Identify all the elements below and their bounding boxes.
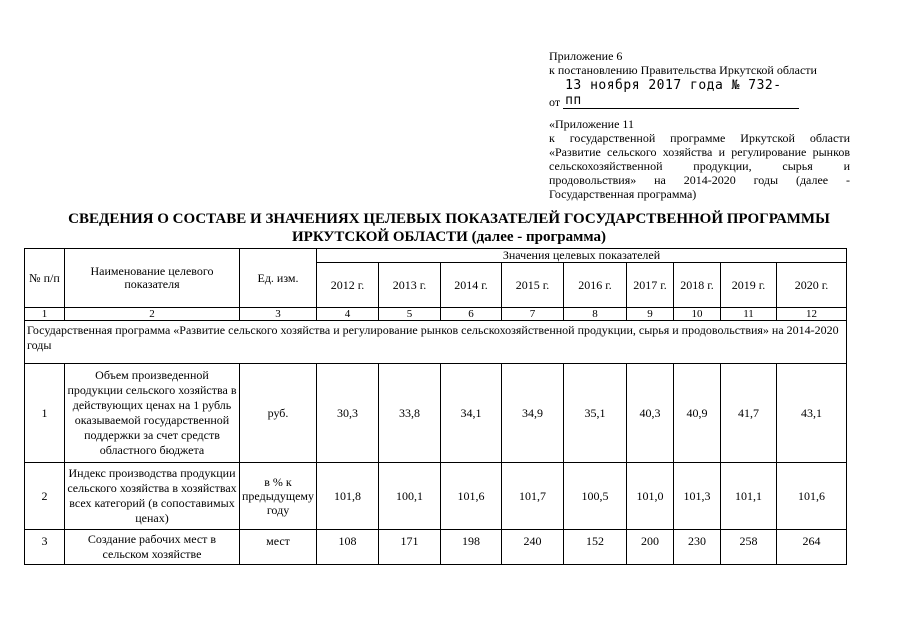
indicator-value: 264 [777,530,847,565]
column-number: 3 [240,308,317,321]
indicator-value: 33,8 [379,364,441,463]
column-number: 6 [441,308,502,321]
indicator-value: 200 [627,530,674,565]
column-number: 8 [564,308,627,321]
column-number: 5 [379,308,441,321]
header-year: 2016 г. [564,263,627,308]
table-row [25,530,847,565]
header-year: 2017 г. [627,263,674,308]
table-row [25,463,847,530]
header-year: 2013 г. [379,263,441,308]
header-year: 2014 г. [441,263,502,308]
indicator-value: 101,0 [627,463,674,530]
indicators-table [24,248,847,565]
appendix-6-title: Приложение 6 [549,49,623,63]
indicator-value: 40,9 [674,364,721,463]
column-number: 7 [502,308,564,321]
column-number: 4 [317,308,379,321]
indicator-value: 108 [317,530,379,565]
appendix-11-line: продовольствия» на 2014-2020 годы (далее - [549,173,850,187]
appendix-6-decree: к постановлению Правительства Иркутской области [549,63,817,77]
indicator-unit: в % к предыдущему году [240,463,317,530]
indicator-name: Индекс производства продукции сельского хозяйства в хозяйствах всех категорий (в сопоставимых ценах) [65,463,240,530]
indicator-value: 101,1 [721,463,777,530]
appendix-11-line: к государственной программе Иркутской области [549,131,850,145]
header-name: Наименование целевого показателя [65,249,240,308]
indicator-value: 30,3 [317,364,379,463]
appendix-11-line: сельскохозяйственной продукции, сырья и [549,159,850,173]
indicator-value: 152 [564,530,627,565]
header-year: 2015 г. [502,263,564,308]
indicator-value: 171 [379,530,441,565]
indicator-value: 101,6 [441,463,502,530]
column-number: 2 [65,308,240,321]
appendix-6-date-prefix: от [549,95,561,109]
column-number: 9 [627,308,674,321]
row-number: 2 [25,463,65,530]
indicator-unit: руб. [240,364,317,463]
header-year: 2019 г. [721,263,777,308]
indicator-value: 230 [674,530,721,565]
header-no: № п/п [25,249,65,308]
indicator-value: 43,1 [777,364,847,463]
appendix-6-date-number: 13 ноября 2017 года № 732-пп [563,78,799,109]
column-number: 12 [777,308,847,321]
column-number: 1 [25,308,65,321]
indicator-value: 100,1 [379,463,441,530]
header-year: 2012 г. [317,263,379,308]
table-row [25,364,847,463]
indicator-unit: мест [240,530,317,565]
indicator-value: 35,1 [564,364,627,463]
indicator-value: 101,6 [777,463,847,530]
indicator-value: 41,7 [721,364,777,463]
row-number: 1 [25,364,65,463]
indicator-value: 101,3 [674,463,721,530]
appendix-11-block [549,117,850,201]
header-unit: Ед. изм. [240,249,317,308]
indicator-value: 240 [502,530,564,565]
document-title: СВЕДЕНИЯ О СОСТАВЕ И ЗНАЧЕНИЯХ ЦЕЛЕВЫХ ПОКАЗАТЕЛЕЙ ГОСУДАРСТВЕННОЙ ПРОГРАММЫ ИРКУТСКОЙ ОБЛАСТИ (далее - программа) [68,211,830,245]
row-number: 3 [25,530,65,565]
indicator-name: Создание рабочих мест в сельском хозяйстве [65,530,240,565]
indicator-value: 258 [721,530,777,565]
indicator-value: 100,5 [564,463,627,530]
indicator-value: 34,9 [502,364,564,463]
header-year: 2020 г. [777,263,847,308]
appendix-6-date-line [549,78,849,109]
indicator-value: 101,7 [502,463,564,530]
indicator-value: 198 [441,530,502,565]
header-year: 2018 г. [674,263,721,308]
appendix-11-line: Государственная программа) [549,187,697,201]
program-name-row: Государственная программа «Развитие сельского хозяйства и регулирование рынков сельскохозяйственной продукции, сырья и продовольствия» на 2014-2020 годы [25,321,847,364]
column-number: 10 [674,308,721,321]
indicator-value: 40,3 [627,364,674,463]
column-number: 11 [721,308,777,321]
header-values-group: Значения целевых показателей [317,249,847,263]
indicator-name: Объем произведенной продукции сельского хозяйства в действующих ценах на 1 рубль оказываемой государственной поддержки за счет средств областного бюджета [65,364,240,463]
indicator-value: 34,1 [441,364,502,463]
appendix-11-line: «Развитие сельского хозяйства и регулирование рынков [549,145,850,159]
indicator-value: 101,8 [317,463,379,530]
appendix-11-title: «Приложение 11 [549,117,634,131]
appendix-6-block [549,49,849,109]
